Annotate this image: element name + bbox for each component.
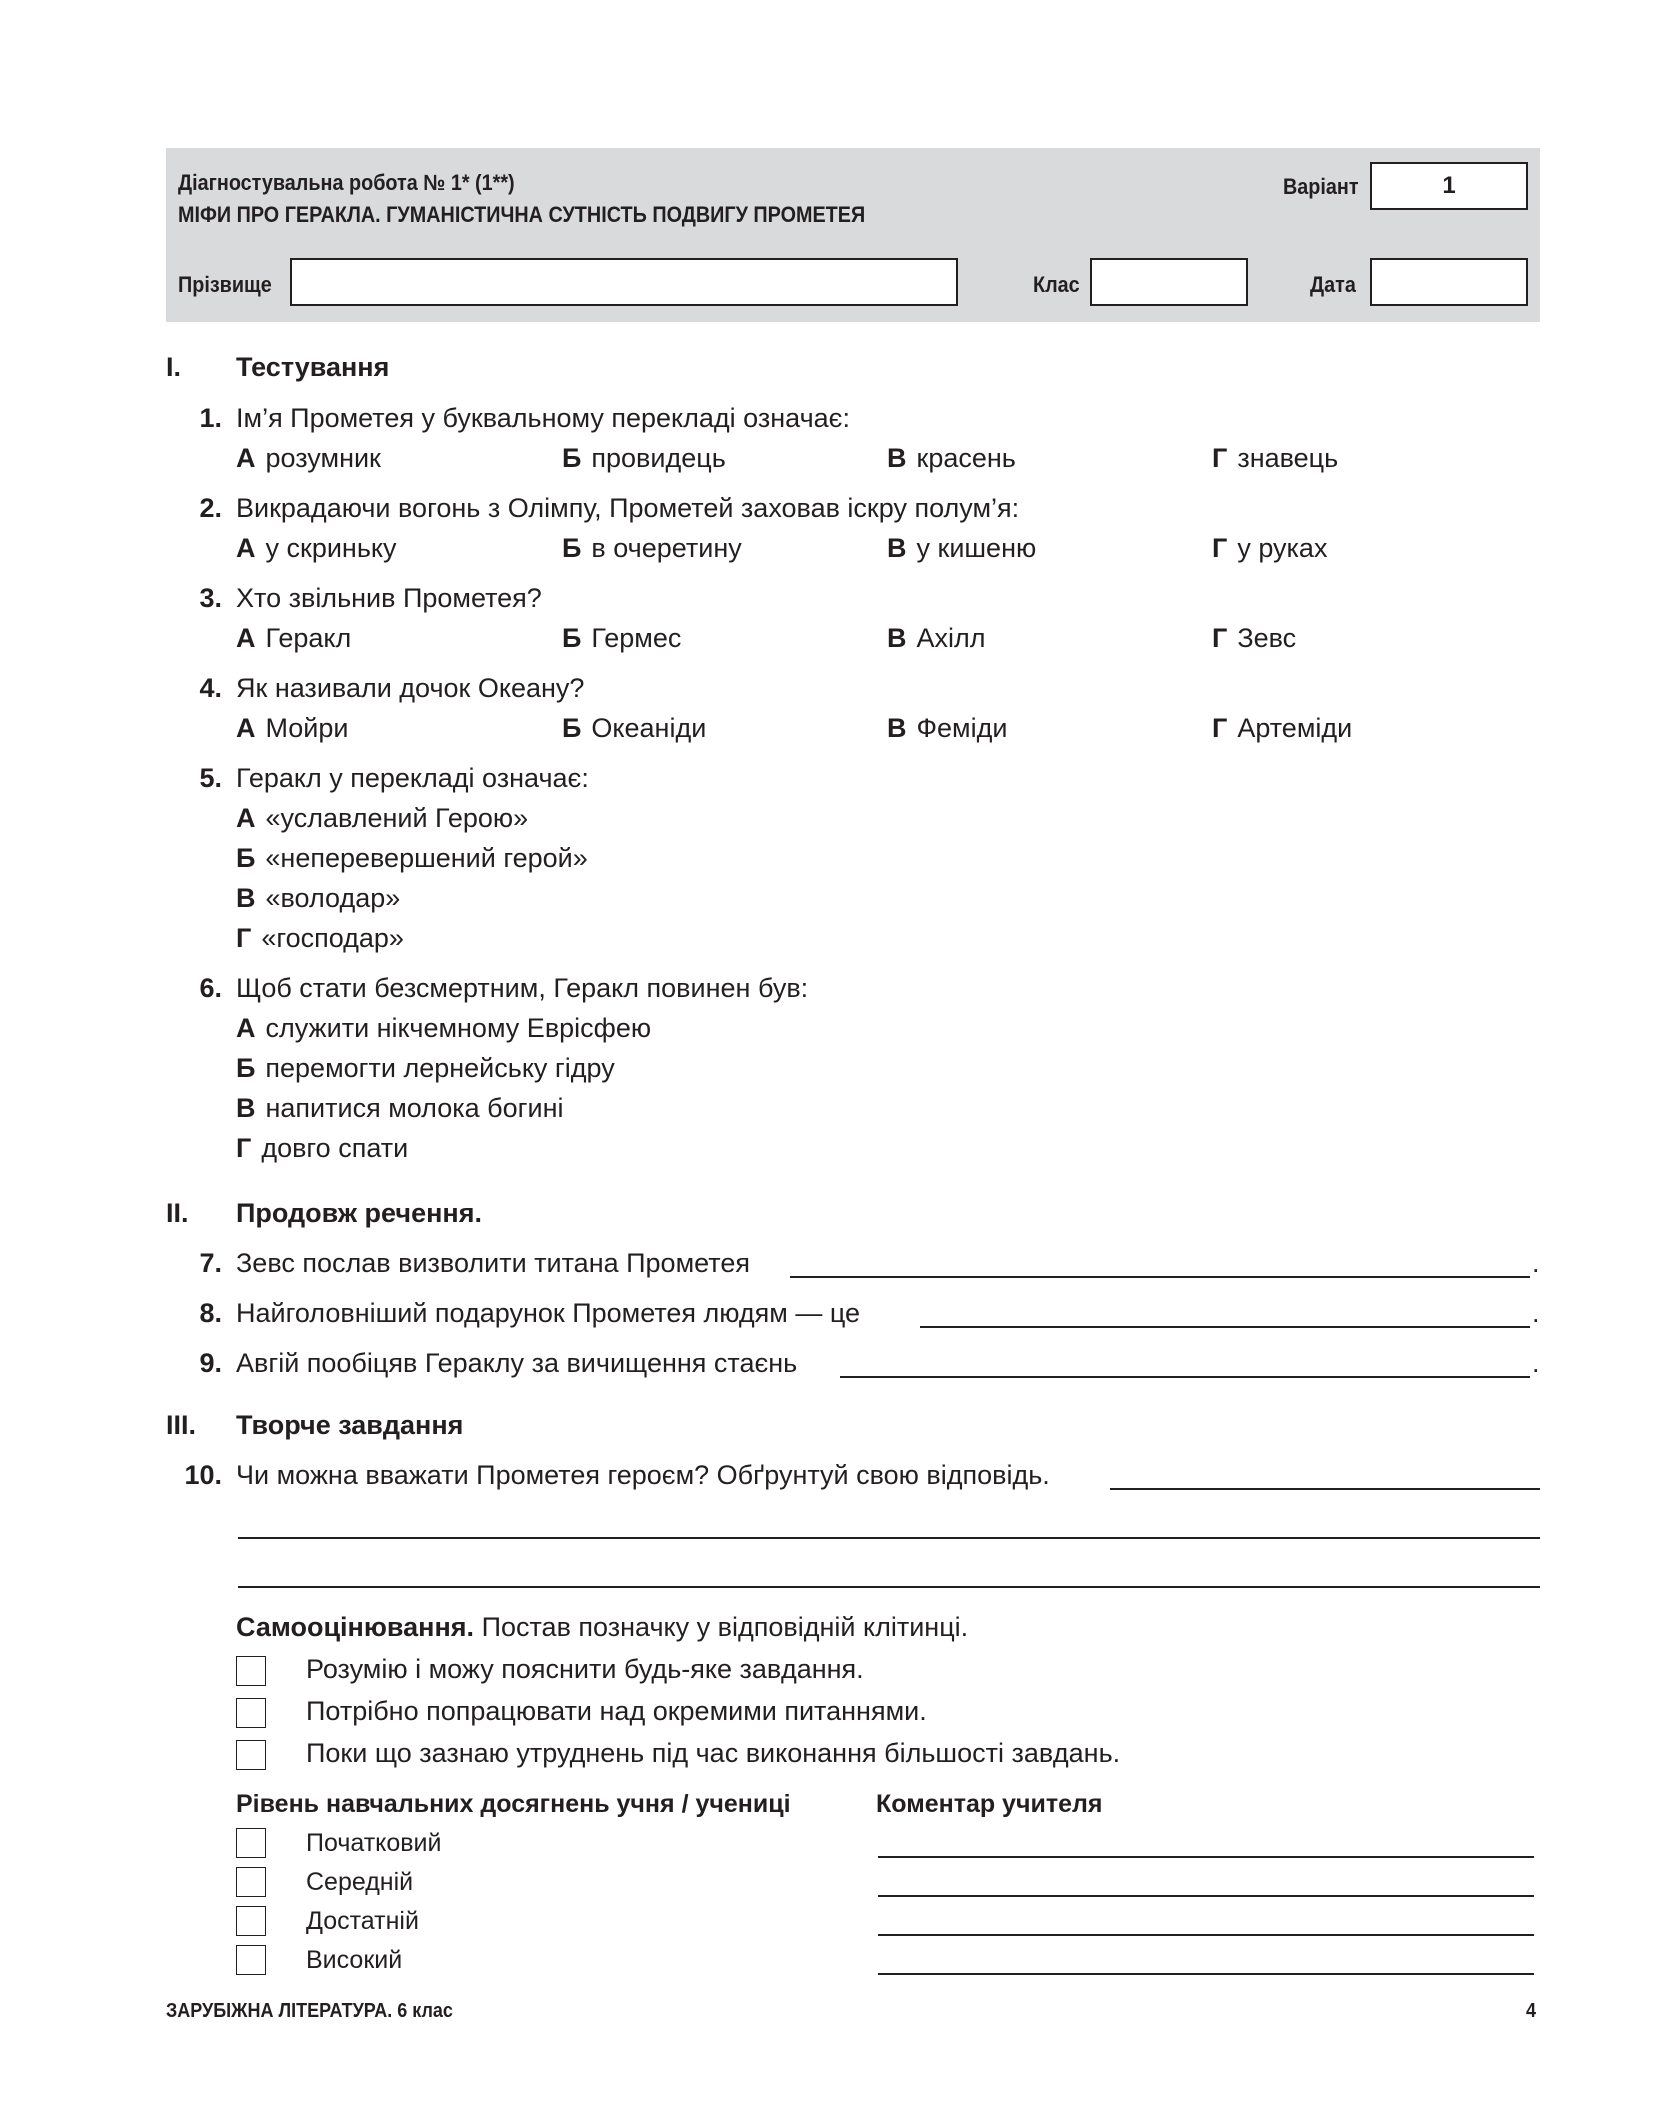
q8-answer-line[interactable] (920, 1326, 1530, 1328)
q4-option-b[interactable]: Б Океаніди (562, 713, 707, 743)
q10-number: 10. (184, 1460, 222, 1490)
section2-number: II. (166, 1198, 189, 1228)
q5-option-c[interactable]: В «володар» (236, 883, 401, 913)
self-assessment-option-2: Потрібно попрацювати над окремими питаннями. (306, 1696, 927, 1726)
q4-option-d[interactable]: Г Артеміди (1212, 713, 1353, 743)
comment-line-2[interactable] (878, 1895, 1534, 1897)
q10-answer-line-3[interactable] (238, 1586, 1540, 1588)
levels-title: Рівень навчальних досягнень учня / учениці (236, 1790, 791, 1818)
q6-option-c[interactable]: В напитися молока богині (236, 1093, 564, 1123)
q10-answer-line-2[interactable] (238, 1537, 1540, 1539)
surname-field[interactable] (290, 258, 958, 306)
q2-option-b[interactable]: Б в очеретину (562, 533, 742, 563)
surname-label: Прізвище (178, 272, 272, 297)
q6-option-b[interactable]: Б перемогти лернейську гідру (236, 1053, 615, 1083)
level-label-4: Високий (306, 1946, 403, 1974)
variant-label: Варіант (1283, 174, 1359, 199)
q6-option-d[interactable]: Г довго спати (236, 1133, 409, 1163)
section3-number: III. (166, 1410, 197, 1440)
comment-line-4[interactable] (878, 1973, 1534, 1975)
q1-option-a[interactable]: А розумник (236, 443, 381, 473)
teacher-comment-title: Коментар учителя (876, 1790, 1103, 1818)
q2-number: 2. (199, 493, 222, 523)
q2-option-c[interactable]: В у кишеню (887, 533, 1037, 563)
q3-option-d[interactable]: Г Зевс (1212, 623, 1297, 653)
q5-option-d[interactable]: Г «господар» (236, 923, 404, 953)
q4-text: Як називали дочок Океану? (236, 673, 585, 703)
q5-number: 5. (199, 763, 222, 793)
level-checkbox-1[interactable] (236, 1828, 266, 1858)
q4-option-c[interactable]: В Феміди (887, 713, 1008, 743)
q1-option-b[interactable]: Б провидець (562, 443, 726, 473)
q7-text: Зевс послав визволити титана Прометея (236, 1248, 750, 1278)
q3-option-a[interactable]: А Геракл (236, 623, 352, 653)
q8-text: Найголовніший подарунок Прометея людям — це (236, 1298, 861, 1328)
q7-period: . (1532, 1248, 1540, 1278)
q10-text: Чи можна вважати Прометея героєм? Обґрунтуй свою відповідь. (236, 1460, 1050, 1490)
self-assessment-checkbox-2[interactable] (236, 1698, 266, 1728)
level-label-2: Середній (306, 1868, 414, 1896)
q9-period: . (1532, 1348, 1540, 1378)
q3-option-c[interactable]: В Ахілл (887, 623, 986, 653)
work-subtitle: МІФИ ПРО ГЕРАКЛА. ГУМАНІСТИЧНА СУТНІСТЬ ПОДВИГУ ПРОМЕТЕЯ (178, 202, 866, 227)
variant-field[interactable]: 1 (1370, 162, 1528, 210)
section2-title: Продовж речення. (236, 1198, 482, 1228)
q2-option-a[interactable]: А у скриньку (236, 533, 397, 563)
q9-answer-line[interactable] (840, 1376, 1530, 1378)
q9-text: Авгій пообіцяв Гераклу за вичищення стаєнь (236, 1348, 798, 1378)
page-number: 4 (1526, 2000, 1537, 2022)
class-label: Клас (1033, 272, 1080, 297)
level-label-3: Достатній (306, 1907, 419, 1935)
q5-option-a[interactable]: А «уславлений Герою» (236, 803, 529, 833)
q3-text: Хто звільнив Прометея? (236, 583, 542, 613)
q1-text: Ім’я Прометея у буквальному перекладі означає: (236, 403, 850, 433)
comment-line-1[interactable] (878, 1856, 1534, 1858)
self-assessment-heading: Самооцінювання. Постав позначку у відповідній клітинці. (236, 1612, 969, 1642)
work-title: Діагностувальна робота № 1* (1**) (178, 170, 515, 195)
self-assessment-option-3: Поки що зазнаю утруднень під час виконання більшості завдань. (306, 1738, 1121, 1768)
q1-option-d[interactable]: Г знавець (1212, 443, 1339, 473)
q9-number: 9. (199, 1348, 222, 1378)
level-checkbox-3[interactable] (236, 1906, 266, 1936)
q6-number: 6. (199, 973, 222, 1003)
q10-answer-line-1[interactable] (1110, 1488, 1540, 1490)
q2-option-d[interactable]: Г у руках (1212, 533, 1328, 563)
level-label-1: Початковий (306, 1829, 442, 1857)
section3-title: Творче завдання (236, 1410, 464, 1440)
self-assessment-checkbox-3[interactable] (236, 1740, 266, 1770)
q4-option-a[interactable]: А Мойри (236, 713, 349, 743)
q6-option-a[interactable]: А служити нікчемному Еврісфею (236, 1013, 652, 1043)
header-panel (166, 148, 1540, 322)
level-checkbox-2[interactable] (236, 1867, 266, 1897)
date-field[interactable] (1370, 258, 1528, 306)
q4-number: 4. (199, 673, 222, 703)
q3-option-b[interactable]: Б Гермес (562, 623, 682, 653)
q1-option-c[interactable]: В красень (887, 443, 1016, 473)
q7-number: 7. (199, 1248, 222, 1278)
class-field[interactable] (1090, 258, 1248, 306)
section1-title: Тестування (236, 352, 390, 382)
q8-number: 8. (199, 1298, 222, 1328)
q3-number: 3. (199, 583, 222, 613)
q2-text: Викрадаючи вогонь з Олімпу, Прометей заховав іскру полум’я: (236, 493, 1020, 523)
q8-period: . (1532, 1298, 1540, 1328)
date-label: Дата (1310, 272, 1356, 297)
section1-number: I. (166, 352, 182, 382)
q5-option-b[interactable]: Б «неперевершений герой» (236, 843, 588, 873)
q1-number: 1. (199, 403, 222, 433)
level-checkbox-4[interactable] (236, 1945, 266, 1975)
q5-text: Геракл у перекладі означає: (236, 763, 589, 793)
q6-text: Щоб стати безсмертним, Геракл повинен був: (236, 973, 809, 1003)
q7-answer-line[interactable] (790, 1276, 1530, 1278)
self-assessment-checkbox-1[interactable] (236, 1656, 266, 1686)
self-assessment-option-1: Розумію і можу пояснити будь-яке завдання. (306, 1654, 864, 1684)
footer-subject: ЗАРУБІЖНА ЛІТЕРАТУРА. 6 клас (166, 2000, 453, 2022)
comment-line-3[interactable] (878, 1934, 1534, 1936)
